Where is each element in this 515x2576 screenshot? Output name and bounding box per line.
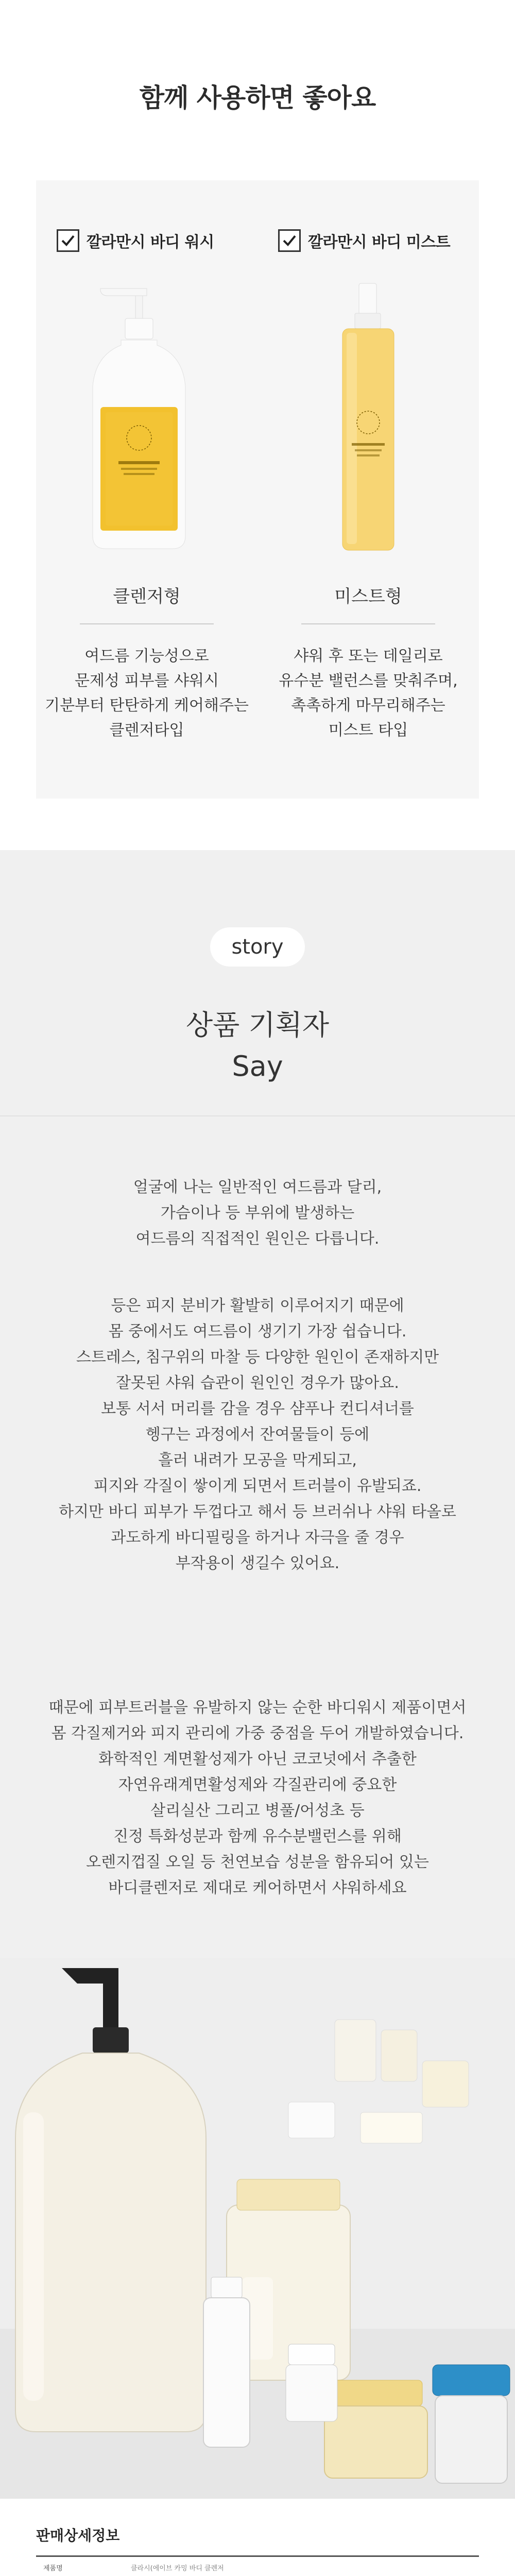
description-line: 문제성 피부를 샤워시 [75, 672, 219, 690]
story-line: 헹구는 과정에서 잔여물들이 등에 [145, 1426, 370, 1444]
story-title-line: Say [232, 1050, 283, 1082]
body-mist-bottle-image [291, 268, 445, 556]
story-line: 오렌지껍질 오일 등 천연보습 성분을 함유되어 있는 [86, 1853, 429, 1871]
story-line: 때문에 피부트러블을 유발하지 않는 순한 바디워시 제품이면서 [48, 1699, 467, 1717]
story-paragraph [0, 1293, 515, 1577]
body-wash-bottle-image [70, 268, 224, 556]
table-key: 제품명 [36, 2556, 124, 2576]
table-row [36, 2556, 479, 2576]
story-line: 피지와 각질이 쌓이게 되면서 트러블이 유발되죠. [93, 1477, 422, 1495]
detail-info-section [0, 2499, 515, 2576]
story-line: 보통 서서 머리를 감을 경우 샴푸나 컨디셔너를 [101, 1400, 414, 1418]
story-paragraph [0, 1695, 515, 1901]
product-check-label: 깔라만시 바디 워시 [87, 233, 214, 251]
description-line: 기분부터 탄탄하게 케어해주는 [45, 697, 249, 715]
table-value: 클라시(에이브 카밍 바디 클렌저 [124, 2556, 479, 2576]
story-title [0, 1005, 515, 1087]
story-section [0, 850, 515, 2499]
story-line: 잘못된 샤워 습관이 원인인 경우가 많아요. [116, 1374, 399, 1392]
product-check-row[interactable] [278, 229, 450, 252]
checkbox-icon[interactable] [57, 229, 79, 252]
story-line: 스트레스, 침구위의 마찰 등 다양한 원인이 존재하지만 [76, 1348, 439, 1366]
detail-info-title: 판매상세정보 [36, 2527, 120, 2544]
story-title-line: 상품 기획자 [186, 1009, 329, 1041]
story-line: 몸 중에서도 여드름이 생기기 가장 쉽습니다. [108, 1323, 407, 1341]
divider [0, 1115, 515, 1116]
story-line: 여드름의 직접적인 원인은 다릅니다. [135, 1230, 380, 1248]
story-tag: story [210, 927, 305, 967]
checkbox-icon[interactable] [278, 229, 301, 252]
story-line: 과도하게 바디필링을 하거나 자극을 줄 경우 [111, 1529, 404, 1547]
story-line: 가슴이나 등 부위에 발생하는 [160, 1204, 355, 1222]
divider [301, 623, 435, 624]
story-line: 등은 피지 분비가 활발히 이루어지기 때문에 [111, 1297, 404, 1315]
story-line: 자연유래계면활성제와 각질관리에 중요한 [118, 1776, 397, 1794]
story-line: 진정 특화성분과 함께 유수분밸런스를 위해 [113, 1827, 402, 1845]
pairing-card [36, 180, 479, 799]
pairing-section [0, 0, 515, 850]
story-line: 바디클렌저로 제대로 케어하면서 샤워하세요 [108, 1879, 407, 1897]
product-type-label: 클렌저형 [113, 586, 181, 607]
lab-bottles-photo [0, 1958, 515, 2499]
story-line: 얼굴에 나는 일반적인 여드름과 달리, [133, 1178, 382, 1196]
story-line: 흘러 내려가 모공을 막게되고, [158, 1451, 357, 1469]
product-description [36, 644, 258, 743]
story-line: 몸 각질제거와 피지 관리에 가중 중점을 두어 개발하였습니다. [51, 1724, 464, 1742]
story-line: 부작용이 생길수 있어요. [175, 1554, 340, 1572]
divider [80, 623, 214, 624]
product-column-body-wash [36, 180, 258, 799]
product-check-label: 깔라만시 바디 미스트 [308, 233, 451, 251]
product-description [258, 644, 479, 743]
description-line: 미스트 타입 [328, 721, 408, 739]
product-check-row[interactable] [57, 229, 214, 252]
story-line: 화학적인 계면활성제가 아닌 코코넛에서 추출한 [98, 1750, 417, 1768]
description-line: 샤워 후 또는 데일리로 [294, 647, 443, 665]
story-paragraph [0, 1175, 515, 1252]
story-line: 하지만 바디 피부가 두껍다고 해서 등 브러쉬나 샤워 타올로 [59, 1503, 456, 1521]
description-line: 여드름 기능성으로 [84, 647, 209, 665]
description-line: 촉촉하게 마무리해주는 [291, 697, 445, 715]
product-column-body-mist [258, 180, 479, 799]
description-line: 유수분 밸런스를 맞춰주며, [279, 672, 458, 690]
pairing-title: 함께 사용하면 좋아요 [139, 83, 376, 113]
detail-info-table [36, 2555, 479, 2576]
description-line: 클렌저타입 [109, 721, 184, 739]
product-type-label: 미스트형 [334, 586, 402, 607]
story-line: 살리실산 그리고 병풀/어성초 등 [150, 1802, 365, 1820]
